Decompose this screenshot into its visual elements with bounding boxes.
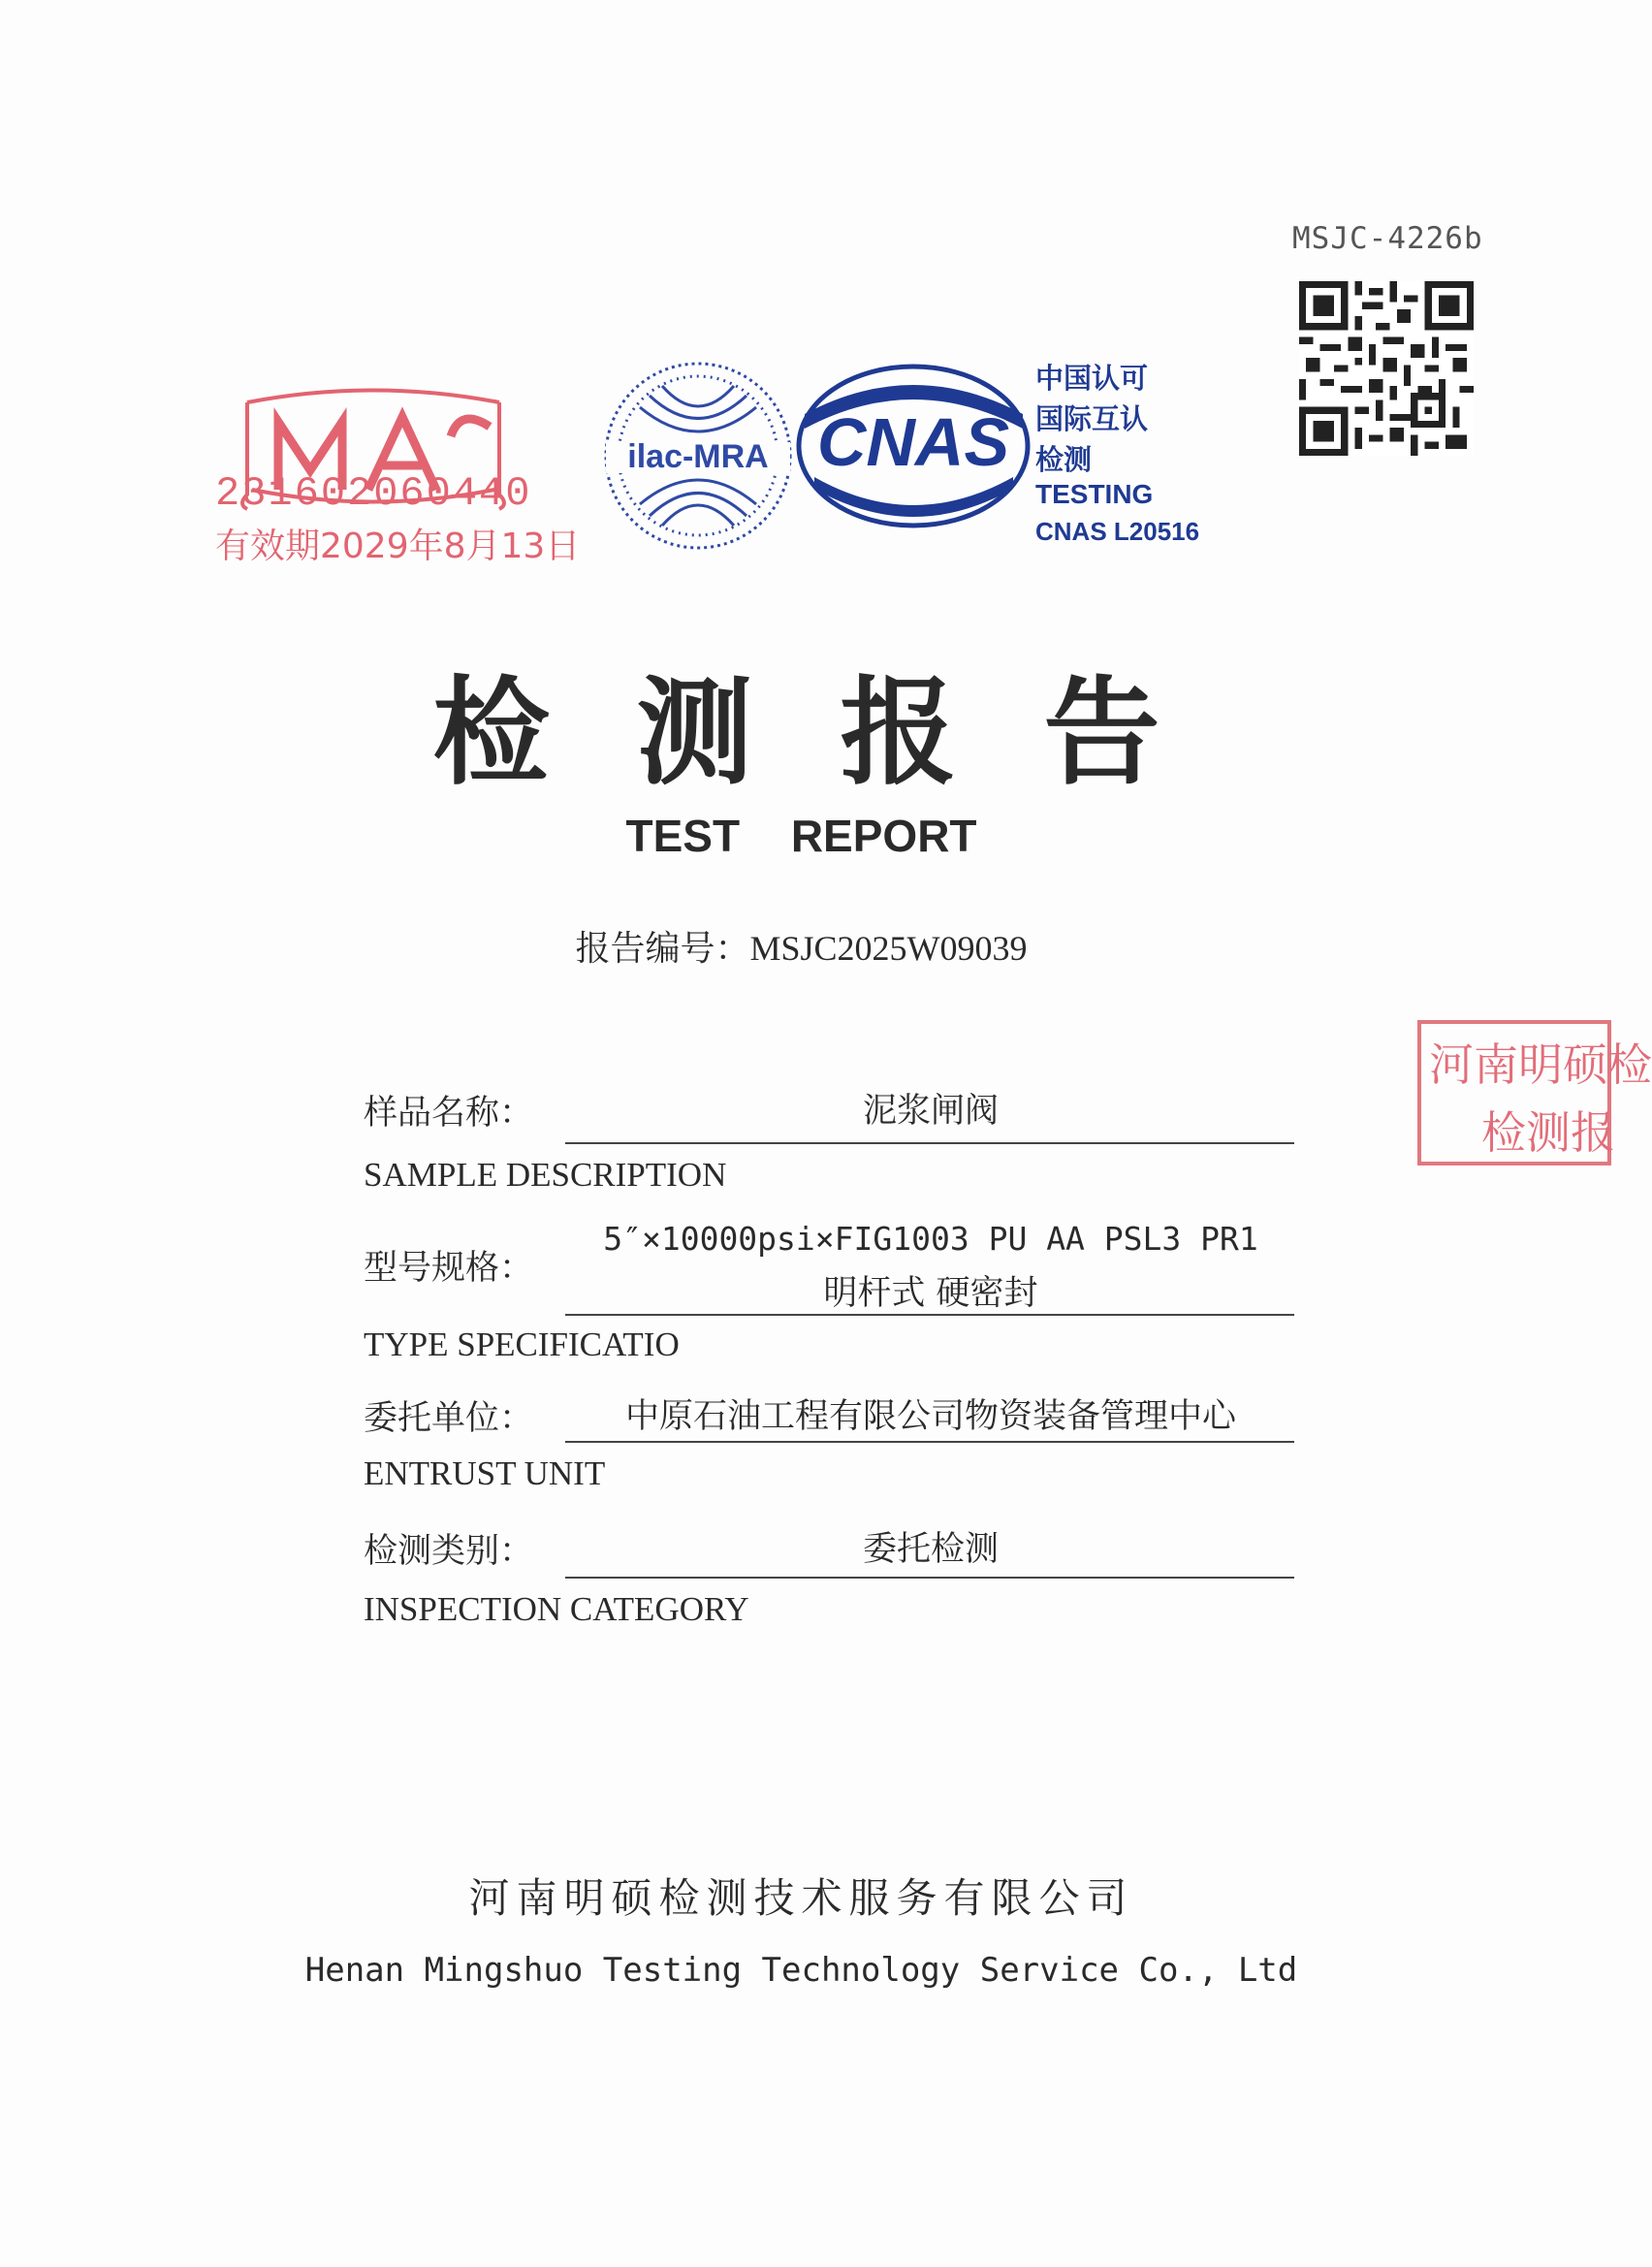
cnas-line-4: TESTING	[1035, 479, 1154, 509]
qr-code	[1299, 281, 1474, 456]
sample-description-label: SAMPLE DESCRIPTION	[364, 1156, 727, 1194]
cnas-line-3: 检测	[1035, 443, 1093, 476]
title-chinese: 检测报告	[432, 664, 1248, 801]
model-spec-value-line-1: 5″×10000psi×FIG1003 PU AA PSL3 PR1	[603, 1220, 1258, 1258]
cnas-accreditation-number: CNAS L20516	[1035, 517, 1200, 546]
cnas-logo-text: CNAS	[816, 404, 1010, 480]
model-spec-value-line-2: 明杆式 硬密封	[823, 1274, 1038, 1313]
report-number: 报告编号：MSJC2025W09039	[575, 929, 1028, 968]
cnas-line-2: 国际互认	[1035, 402, 1149, 435]
sample-name-underline	[565, 1142, 1294, 1144]
model-spec-underline	[565, 1314, 1294, 1316]
cma-validity: 有效期2029年8月13日	[215, 527, 581, 566]
title-english: TEST REPORT	[625, 811, 977, 861]
entrust-unit-english-label: ENTRUST UNIT	[364, 1454, 606, 1492]
inspection-category-value: 委托检测	[862, 1530, 999, 1569]
cnas-line-1: 中国认可	[1035, 362, 1149, 395]
sample-name-value: 泥浆闸阀	[862, 1092, 999, 1131]
seal-line-1: 河南明硕检	[1429, 1038, 1652, 1091]
company-name-english: Henan Mingshuo Testing Technology Service Co., Ltd	[304, 1951, 1298, 1990]
document-code: MSJC-4226b	[1292, 221, 1483, 256]
model-spec-label: 型号规格：	[364, 1249, 534, 1288]
inspection-category-label: 检测类别：	[364, 1532, 534, 1571]
seal-line-2: 检测报	[1481, 1106, 1615, 1159]
sample-name-label: 样品名称：	[364, 1094, 534, 1133]
cnas-logo	[795, 361, 1032, 535]
cma-code: 231602060440	[215, 470, 532, 517]
ilac-mra-logo	[596, 349, 800, 562]
type-specification-label: TYPE SPECIFICATIO	[364, 1325, 680, 1363]
company-name-chinese: 河南明硕检测技术服务有限公司	[468, 1874, 1134, 1922]
entrust-unit-label: 委托单位：	[364, 1399, 534, 1438]
entrust-unit-underline	[565, 1441, 1294, 1443]
inspection-category-english-label: INSPECTION CATEGORY	[364, 1590, 749, 1628]
entrust-unit-value: 中原石油工程有限公司物资装备管理中心	[624, 1397, 1236, 1436]
ilac-text: ilac-MRA	[627, 438, 769, 475]
inspection-category-underline	[565, 1577, 1294, 1579]
